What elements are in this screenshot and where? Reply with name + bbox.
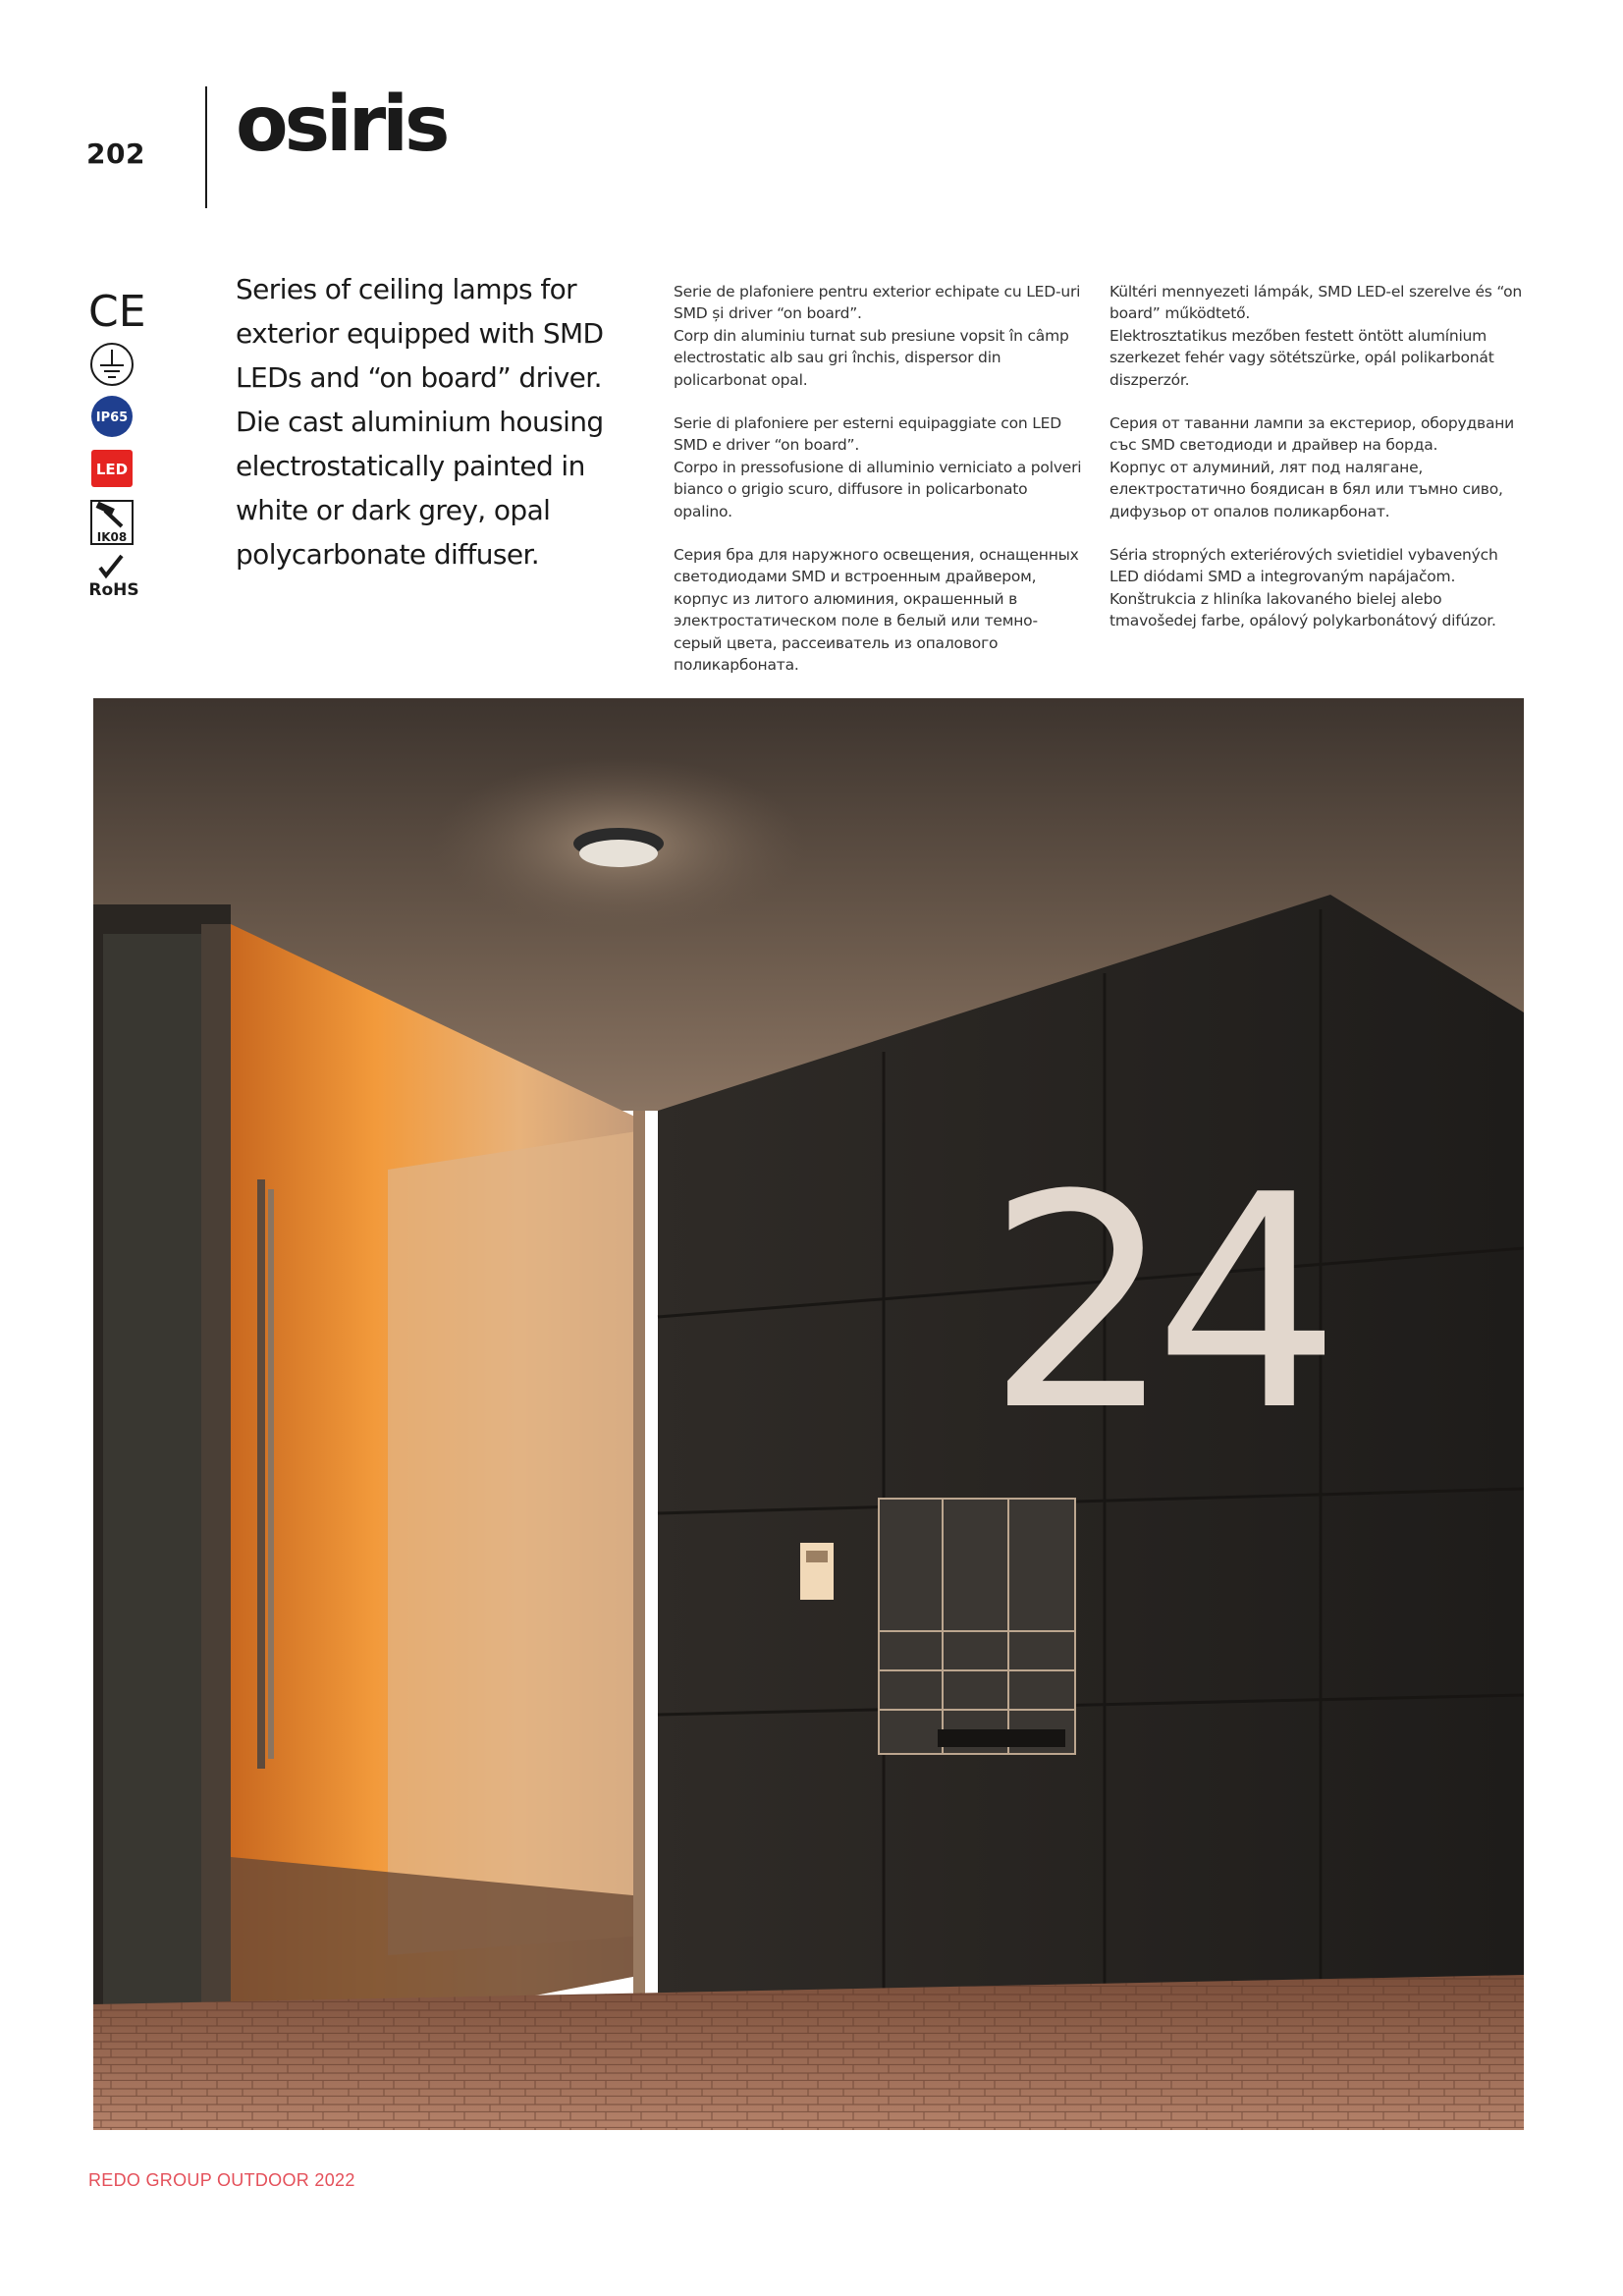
slovak-description: Séria stropných exteriérových svietidiel vybavených LED diódami SMD a integrovaným napájačom. Konštrukcia z hliníka lakovaného bielej alebo tmavošedej farbe, opálový polykarbonátový difúzor.	[1109, 546, 1498, 630]
translations-column-b	[1109, 281, 1522, 654]
page-number: 202	[86, 137, 145, 170]
ce-mark-text: CE	[88, 287, 146, 334]
rohs-icon	[86, 554, 149, 599]
bulgarian-description: Серия от таванни лампи за екстериор, оборудвани със SMD светодиоди и драйвер на борда. Корпус от алуминий, лят под налягане, електростатично боядисан в бял или тъмно сиво, дифузьор от опалов поликарбонат.	[1109, 414, 1515, 520]
certification-icons	[86, 285, 149, 607]
product-title: osiris	[236, 81, 447, 169]
ground-symbol-icon	[86, 342, 149, 387]
translations-column-a	[674, 281, 1086, 698]
ceiling-lamp	[573, 828, 664, 867]
mailbox-panel	[879, 1499, 1075, 1754]
product-photo	[93, 698, 1524, 2130]
ip65-badge-icon	[86, 395, 149, 438]
ce-mark-icon	[86, 285, 149, 334]
russian-description: Серия бра для наружного освещения, оснащенных светодиодами SMD и встроенным драйвером, корпус из литого алюминия, окрашенный в электростатическом поле в белый или темно-серый цвета, рассеиватель из опалового поликарбоната.	[674, 546, 1079, 675]
house-number: 24	[986, 1132, 1322, 1475]
ik08-text: IK08	[96, 530, 128, 544]
romanian-description: Serie de plafoniere pentru exterior echipate cu LED-uri SMD și driver “on board”. Corp din aluminiu turnat sub presiune vopsit în câmp electrostatic alb sau gri închis, dispersor din policarbonat opal.	[674, 283, 1081, 389]
ik08-hammer-icon	[86, 499, 149, 546]
italian-description: Serie di plafoniere per esterni equipaggiate con LED SMD e driver “on board”. Corpo in pressofusione di alluminio verniciato a polveri bianco o grigio scuro, diffusore in policarbonato opalino.	[674, 414, 1082, 520]
header-divider	[205, 86, 207, 208]
catalog-footer: REDO GROUP OUTDOOR 2022	[88, 2170, 355, 2190]
entrance-scene-illustration	[93, 698, 1524, 2130]
lead-paragraph: Series of ceiling lamps for exterior equipped with SMD LEDs and “on board” driver.	[236, 273, 604, 394]
english-description	[236, 267, 658, 576]
hungarian-description: Kültéri mennyezeti lámpák, SMD LED-el szerelve és “on board” működtető. Elektrosztatikus mezőben festett öntött alumínium szerkezet fehér vagy sötétszürke, opál polikarbonát diszperzór.	[1109, 283, 1522, 389]
lead-paragraph: Die cast aluminium housing electrostatically painted in white or dark grey, opal polycarbonate diffuser.	[236, 406, 604, 571]
rohs-text: RoHS	[88, 580, 139, 599]
led-badge-text: LED	[95, 461, 129, 478]
led-badge-icon	[86, 446, 149, 491]
ip65-badge-text: IP65	[95, 410, 129, 425]
